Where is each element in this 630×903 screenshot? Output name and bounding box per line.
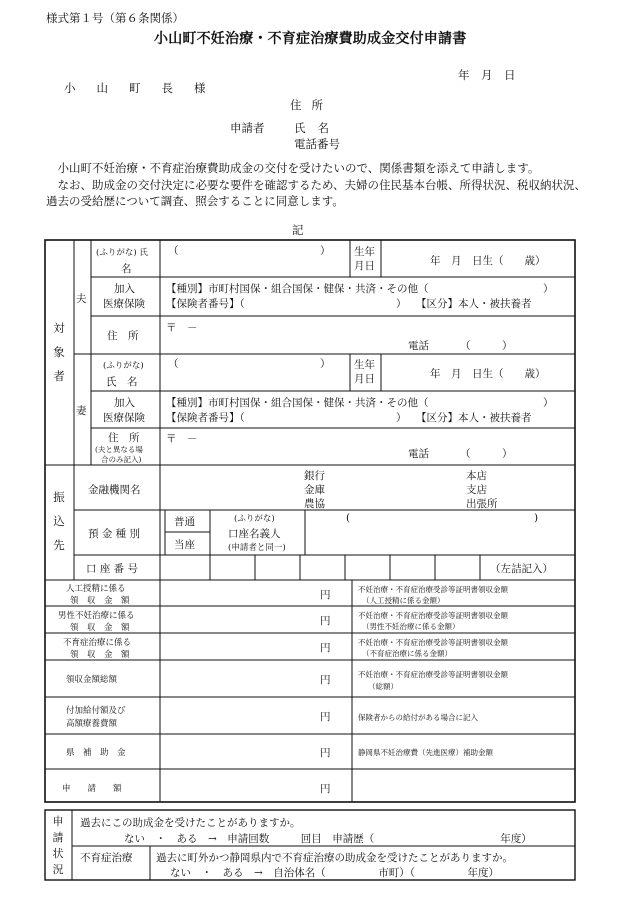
husband-insurer-number[interactable]: 【保険者番号】（ — [166, 298, 245, 310]
account-number-label: 口 座 番 号 — [86, 563, 139, 575]
amount-row-1-label-1: 人工授精に係る — [66, 584, 126, 594]
form-number: 様式第１号（第６条関係） — [46, 11, 184, 25]
left-justify-note: （左詰記入） — [490, 563, 553, 575]
wife-insurance-label-2: 医療保険 — [103, 412, 145, 424]
amount-row-1-yen: 円 — [320, 589, 331, 601]
address-label: 住所 — [290, 98, 333, 112]
wife-phone-label: 電話 — [408, 448, 429, 460]
amount-row-6-label: 県 補 助 金 — [66, 748, 126, 758]
addressee: 小山町長様 — [64, 81, 227, 95]
wife-address-note-2: 合のみ記入) — [101, 455, 142, 464]
amount-row-1-label-2: 領 収 金 額 — [70, 596, 130, 606]
branch-type-1: 本店 — [466, 470, 487, 482]
amount-row-4-yen: 円 — [320, 674, 331, 686]
amount-row-2-label-2: 領 収 金 額 — [70, 623, 130, 633]
amount-row-4-note-2: （総額） — [368, 682, 398, 691]
statement-para-2: なお、助成金の交付決定に必要な要件を確認するため、夫婦の住民基本台帳、所得状況、税収納状況、過去の受給歴について調査、照会することに同意します。 — [46, 177, 587, 208]
husband-name-label: 名 — [121, 263, 132, 275]
husband-dob-label: 生年月日 — [354, 246, 375, 272]
wife-furigana-label: (ふりがな) — [103, 361, 144, 371]
account-holder-note: (申請者と同一) — [228, 543, 286, 553]
husband-address-label: 住 所 — [107, 330, 139, 342]
amount-row-5-label-2: 高額療養費額 — [66, 719, 118, 729]
wife-label: 妻 — [76, 405, 87, 417]
amount-row-3-note-2: （不育症治療に係る金額） — [362, 649, 452, 658]
amount-row-3-label-2: 領 収 金 額 — [70, 650, 130, 660]
amount-row-3-note-1: 不妊治療・不育症治療受診等証明書領収金額 — [358, 638, 508, 647]
amount-row-6-yen: 円 — [320, 747, 331, 759]
amount-row-5-label-1: 付加給付額及び — [66, 706, 126, 716]
financial-institution-label: 金融機関名 — [88, 484, 141, 496]
wife-insurance-class[interactable]: 【区分】本人・被扶養者 — [416, 412, 532, 424]
wife-dob-value[interactable]: 年 月 日生（ 歳） — [430, 368, 546, 380]
husband-name-paren-close: ） — [320, 245, 331, 257]
husband-dob-value[interactable]: 年 月 日生（ 歳） — [430, 255, 546, 267]
deposit-type-label: 預 金 種 別 — [88, 528, 141, 540]
status-question-2: 過去に町外かつ静岡県内で不育症治療の助成金を受けたことがありますか。 — [156, 852, 513, 864]
husband-phone-label: 電話 — [408, 340, 429, 352]
husband-postal[interactable]: 〒 － — [166, 322, 198, 334]
phone-label: 電話番号 — [294, 137, 340, 151]
account-holder-label: 口座名義人 — [228, 528, 281, 540]
amount-row-3-yen: 円 — [320, 642, 331, 654]
husband-insurance-label-1: 加入 — [114, 283, 135, 295]
status-answer-1[interactable]: ない ・ ある → 申請回数 回目 申請歴（ 年度） — [124, 833, 532, 845]
holder-paren-close: ) — [534, 512, 539, 524]
amount-row-2-note-2: （男性不妊治療に係る金額） — [362, 622, 460, 631]
amount-row-6-note: 静岡県不妊治療費（先進医療）補助金額 — [358, 748, 493, 757]
husband-insurer-number-close: ） — [396, 298, 407, 310]
husband-insurance-class[interactable]: 【区分】本人・被扶養者 — [416, 298, 532, 310]
applicant-label: 申請者 — [230, 121, 265, 135]
husband-furigana-label: (ふりがな) 氏 — [96, 248, 148, 258]
wife-dob-label: 生年月日 — [354, 359, 375, 385]
deposit-futsu-option[interactable]: 普通 — [174, 516, 195, 528]
branch-type-2: 支店 — [466, 484, 487, 496]
amount-row-7-label: 申 請 額 — [62, 784, 122, 794]
husband-phone-parens[interactable]: （ ） — [460, 340, 513, 352]
husband-name-paren-open: （ — [168, 245, 179, 257]
wife-postal[interactable]: 〒 － — [166, 433, 198, 445]
amount-row-5-note: 保険者からの給付がある場合に記入 — [358, 713, 478, 722]
wife-insurance-type[interactable]: 【種別】市町村国保・組合国保・健保・共済・その他（ — [166, 397, 429, 409]
branch-type-3: 出張所 — [466, 498, 498, 510]
bank-type-3: 農協 — [304, 498, 325, 510]
amount-row-3-label-1: 不育症治療に係る — [63, 638, 132, 648]
page-title: 小山町不妊治療・不育症治療費助成金交付申請書 — [154, 31, 467, 47]
bank-type-1: 銀行 — [304, 470, 325, 482]
amount-row-1-note-2: （人工授精に係る金額） — [362, 596, 445, 605]
husband-insurance-type-close: ） — [543, 283, 554, 295]
amount-row-4-label: 領収金額総額 — [66, 675, 118, 685]
amount-row-7-yen: 円 — [320, 783, 331, 795]
infertility-treatment-label: 不育症治療 — [80, 852, 133, 864]
amount-row-4-note-1: 不妊治療・不育症治療受診等証明書領収金額 — [358, 670, 508, 679]
ki-mark: 記 — [292, 223, 304, 237]
statement-para-1: 小山町不妊治療・不育症治療費助成金の交付を受けたいので、関係書類を添えて申請します。 — [57, 161, 540, 175]
holder-paren-open: ( — [346, 512, 351, 524]
bank-type-2: 金庫 — [304, 484, 325, 496]
wife-name-paren-close: ） — [320, 358, 331, 370]
target-section-label: 対象者 — [53, 321, 65, 383]
wife-insurance-type-close: ） — [543, 397, 554, 409]
status-section-label: 申請状況 — [52, 815, 64, 876]
amount-row-2-yen: 円 — [320, 615, 331, 627]
status-question-1: 過去にこの助成金を受けたことがありますか。 — [80, 817, 301, 829]
husband-insurance-label-2: 医療保険 — [103, 298, 145, 310]
wife-name-paren-open: （ — [168, 358, 179, 370]
wife-insurer-number[interactable]: 【保険者番号】（ — [166, 412, 245, 424]
wife-insurance-label-1: 加入 — [114, 397, 135, 409]
amount-row-5-yen: 円 — [320, 711, 331, 723]
status-answer-2[interactable]: ない ・ ある → 自治体名（ 市町）（ 年度） — [170, 867, 500, 879]
wife-phone-parens[interactable]: （ ） — [460, 448, 513, 460]
date-line: 年 月 日 — [458, 68, 516, 82]
name-label: 氏名 — [294, 121, 341, 135]
holder-furigana-label: (ふりがな) — [234, 514, 275, 524]
amount-row-2-label-1: 男性不妊治療に係る — [58, 611, 135, 621]
husband-insurance-type[interactable]: 【種別】市町村国保・組合国保・健保・共済・その他（ — [166, 283, 429, 295]
bank-section-label: 振込先 — [53, 490, 65, 552]
wife-address-label: 住 所 — [108, 432, 140, 444]
wife-address-note-1: (夫と異なる場 — [95, 445, 143, 454]
wife-insurer-number-close: ） — [396, 412, 407, 424]
deposit-toza-option[interactable]: 当座 — [174, 539, 195, 551]
amount-row-1-note-1: 不妊治療・不育症治療受診等証明書領収金額 — [358, 585, 508, 594]
husband-label: 夫 — [76, 293, 87, 305]
amount-row-2-note-1: 不妊治療・不育症治療受診等証明書領収金額 — [358, 611, 508, 620]
wife-name-label: 氏 名 — [106, 376, 138, 388]
